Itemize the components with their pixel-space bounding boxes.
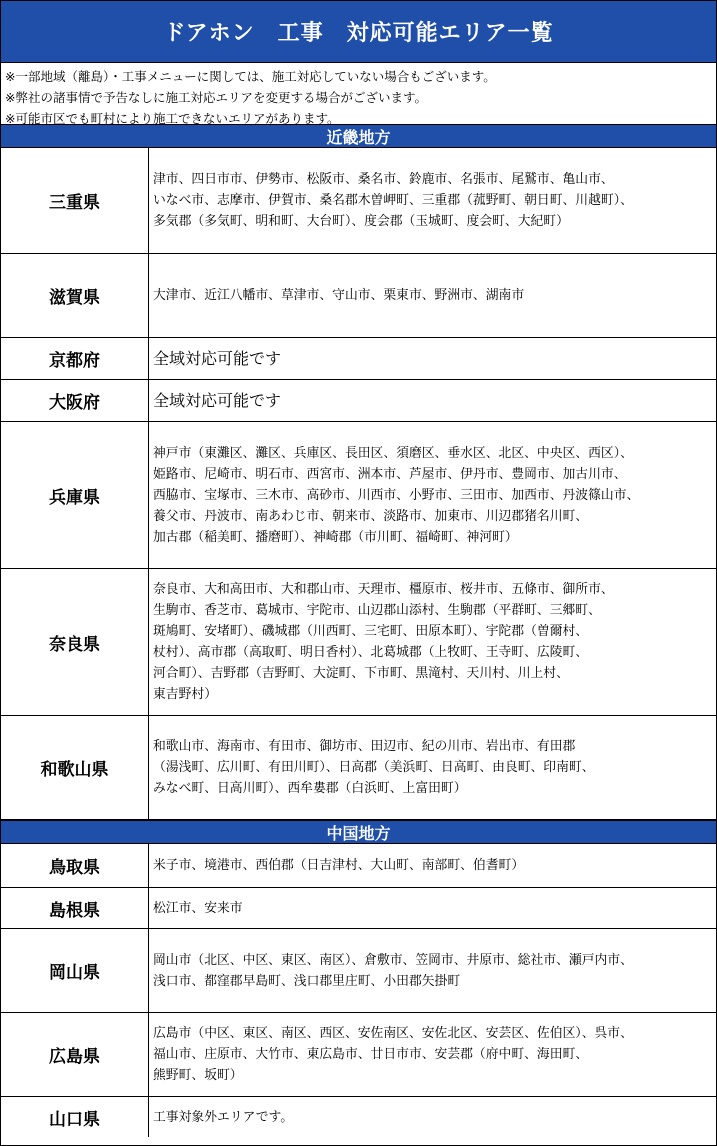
area-text: 全域対応可能です (153, 349, 282, 368)
area-cell (149, 716, 716, 819)
note-line: ※一部地域（離島）・工事メニューに関しては、施工対応していない場合もございます。 (5, 69, 496, 84)
table-row-osaka (1, 380, 716, 422)
area-text: 大津市、近江八幡市、草津市、守山市、栗東市、野洲市、湖南市 (153, 288, 525, 303)
table-row-nara (1, 569, 716, 716)
table-row-tottori (1, 844, 716, 888)
prefecture-name: 滋賀県 (1, 254, 149, 337)
area-cell (149, 844, 716, 887)
table-row-shiga (1, 254, 716, 338)
table-row-shimane (1, 888, 716, 929)
area-text: 全域対応可能です (153, 391, 282, 410)
area-cell (149, 422, 716, 568)
prefecture-name: 岡山県 (1, 929, 149, 1012)
area-text: 奈良市、大和高田市、大和郡山市、天理市、橿原市、桜井市、五條市、御所市、 生駒市、香芝市、葛城市、宇陀市、山辺郡山添村、生駒郡（平群町、三郷町、 斑鳩町、安堵町）、磯城郡（川西町、三宅町、田原本町）、宇陀郡（曽爾村、 杖村）、高市郡（高取町、明日香村）、北葛城郡（上牧町、王寺町、広陵町、 河合町）、吉野郡（吉野町、大淀町、下市町、黒滝村、天川村、川上村、 東吉野村） (153, 582, 614, 702)
area-text: 広島市（中区、東区、南区、西区、安佐南区、安佐北区、安芸区、佐伯区）、呉市、 福山市、庄原市、大竹市、東広島市、廿日市市、安芸郡（府中町、海田町、 熊野町、坂町） (153, 1026, 633, 1083)
table-row-kyoto (1, 338, 716, 380)
area-text: 米子市、境港市、西伯郡（日吉津村、大山町、南部町、伯耆町） (153, 858, 525, 873)
prefecture-name: 鳥取県 (1, 844, 149, 887)
area-text: 津市、四日市市、伊勢市、松阪市、桑名市、鈴鹿市、名張市、尾鷲市、亀山市、 いなべ市、志摩市、伊賀市、桑名郡木曽岬町、三重郡（菰野町、朝日町、川越町）、 多気郡（多気町、明和町、大台町）、度会郡（玉城町、度会町、大紀町） (153, 172, 633, 229)
area-cell (149, 1013, 716, 1096)
prefecture-name: 奈良県 (1, 569, 149, 715)
prefecture-name: 大阪府 (1, 380, 149, 421)
table-row-wakayama (1, 716, 716, 820)
table-row-hiroshima (1, 1013, 716, 1097)
notes (1, 63, 716, 124)
area-cell (149, 888, 716, 928)
prefecture-name: 和歌山県 (1, 716, 149, 819)
region-header-chugoku: 中国地方 (1, 820, 716, 844)
area-cell (149, 148, 716, 253)
page-title: ドアホン 工事 対応可能エリア一覧 (163, 21, 554, 46)
area-cell (149, 380, 716, 421)
area-text: 和歌山市、海南市、有田市、御坊市、田辺市、紀の川市、岩出市、有田郡 （湯浅町、広川町、有田川町）、日高郡（美浜町、日高町、由良町、印南町、 みなべ町、日高川町）、西牟婁郡（白浜町、上富田町） (153, 739, 595, 796)
note-line: ※可能市区でも町村により施工できないエリアがあります。 (5, 111, 340, 126)
table-row-mie (1, 148, 716, 254)
area-text: 松江市、安来市 (153, 900, 243, 916)
title-bar (1, 1, 716, 63)
prefecture-name: 兵庫県 (1, 422, 149, 568)
area-cell (149, 1097, 716, 1137)
area-cell (149, 929, 716, 1012)
prefecture-name: 京都府 (1, 338, 149, 379)
area-cell (149, 569, 716, 715)
area-cell (149, 254, 716, 337)
prefecture-name: 山口県 (1, 1097, 149, 1137)
area-cell (149, 338, 716, 379)
area-text: 工事対象外エリアです。 (153, 1109, 294, 1125)
prefecture-name: 島根県 (1, 888, 149, 928)
region-header-kinki: 近畿地方 (1, 124, 716, 148)
table-row-yamaguchi (1, 1097, 716, 1137)
prefecture-name: 広島県 (1, 1013, 149, 1096)
table-row-hyogo (1, 422, 716, 569)
note-line: ※弊社の諸事情で予告なしに施工対応エリアを変更する場合がございます。 (5, 90, 427, 105)
area-text: 神戸市（東灘区、灘区、兵庫区、長田区、須磨区、垂水区、北区、中央区、西区）、 姫路市、尼崎市、明石市、西宮市、洲本市、芦屋市、伊丹市、豊岡市、加古川市、 西脇市、宝塚市、三木市、高砂市、川西市、小野市、三田市、加西市、丹波篠山市、 養父市、丹波市、南あわじ市、朝来市、淡路市、加東市、川辺郡猪名川町、 加古郡（稲美町、播磨町）、神崎郡（市川町、福崎町、神河町） (153, 445, 640, 545)
area-text: 岡山市（北区、中区、東区、南区）、倉敷市、笠岡市、井原市、総社市、瀬戸内市、 浅口市、都窪郡早島町、浅口郡里庄町、小田郡矢掛町 (153, 952, 633, 989)
prefecture-name: 三重県 (1, 148, 149, 253)
table-row-okayama (1, 929, 716, 1013)
